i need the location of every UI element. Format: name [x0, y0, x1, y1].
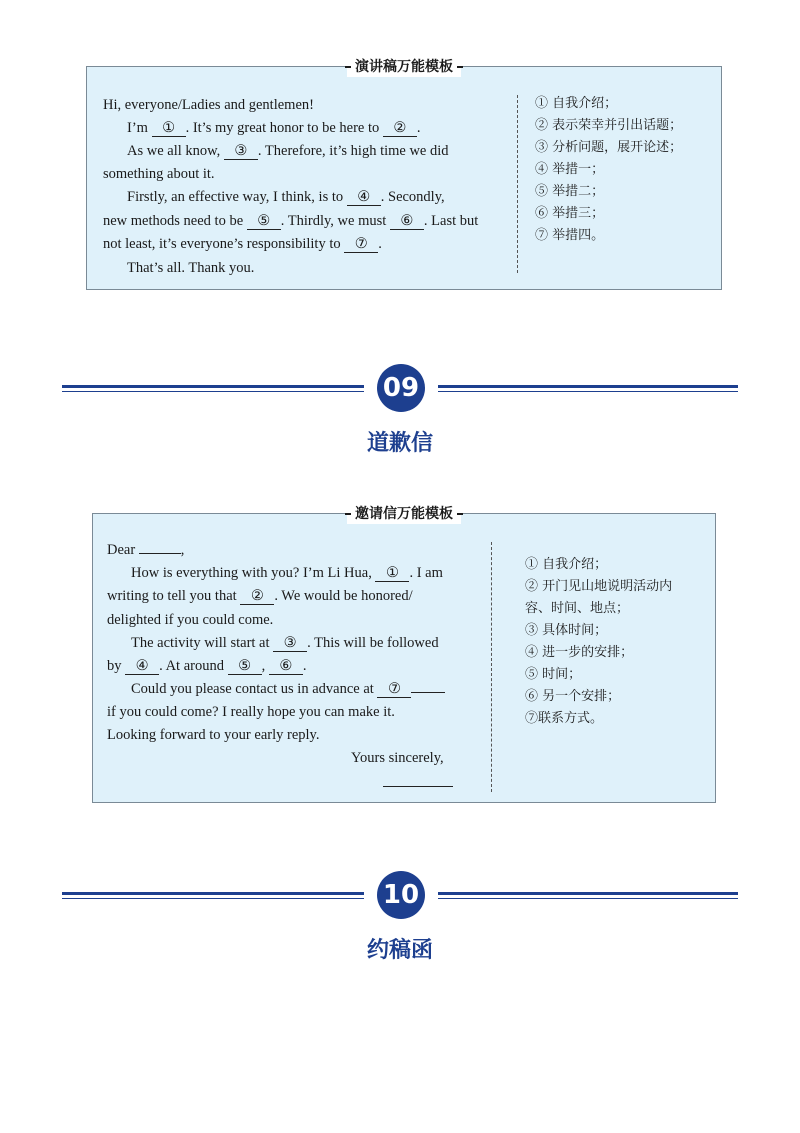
line-text: The activity will start at	[131, 635, 274, 651]
template-line	[103, 234, 382, 254]
fill-in-blank: ⑤	[247, 213, 281, 230]
line-text: . Therefore, it’s high time we did	[257, 143, 449, 159]
line-text: .	[302, 658, 307, 674]
note-item: ⑦ 举措四。	[535, 228, 605, 243]
template-line	[107, 725, 319, 745]
fill-in-blank: ④	[347, 189, 381, 206]
line-text: . Last but	[423, 213, 479, 229]
template-line	[131, 633, 439, 653]
line-text: That’s all. Thank you.	[127, 260, 255, 276]
note-item: ② 表示荣幸并引出话题；	[535, 118, 683, 133]
signature-line	[383, 786, 453, 787]
line-text: Yours sincerely,	[351, 750, 444, 766]
fill-in-blank: ⑤	[228, 658, 262, 675]
note-item: ④ 进一步的安排；	[525, 645, 634, 660]
fill-in-blank: ②	[240, 588, 274, 605]
fill-in-blank: ⑦	[377, 681, 411, 698]
line-text: by	[107, 658, 126, 674]
speech-template-box	[86, 59, 722, 290]
fill-in-blank: ④	[125, 658, 159, 675]
template-line	[107, 586, 413, 606]
note-item: ⑤ 举措二；	[535, 184, 605, 199]
template-line	[351, 748, 444, 768]
template-line	[127, 118, 421, 138]
line-text: As we all know,	[127, 143, 224, 159]
line-text: if you could come? I really hope you can make it.	[107, 704, 395, 720]
note-item: ① 自我介绍；	[535, 96, 618, 111]
fill-in-blank: ⑥	[269, 658, 303, 675]
template-line	[107, 656, 306, 676]
line-text: not least, it’s everyone’s responsibility to	[103, 236, 345, 252]
section-number-badge: 10	[377, 871, 425, 919]
section-title: 道歉信	[366, 431, 433, 456]
template-line	[127, 141, 449, 161]
line-text: writing to tell you that	[107, 588, 241, 604]
line-text: . It’s my great honor to be here to	[185, 120, 383, 136]
line-text: Dear	[107, 542, 139, 558]
line-text: . At around	[159, 658, 228, 674]
note-item: ⑥ 举措三；	[535, 206, 605, 221]
fill-in-blank: ①	[375, 565, 409, 582]
template-line	[131, 563, 443, 583]
invitation-template-box	[92, 506, 716, 803]
template-line	[103, 164, 215, 184]
line-text: . This will be followed	[307, 635, 439, 651]
note-item: ③ 分析问题，展开论述；	[535, 140, 683, 155]
fill-in-blank	[411, 692, 445, 693]
note-item: ⑥ 另一个安排；	[525, 689, 621, 704]
speech-template-title: 演讲稿万能模板	[347, 57, 461, 77]
line-text: Could you please contact us in advance at	[131, 681, 378, 697]
section-title: 约稿函	[366, 938, 433, 963]
line-text: . I am	[409, 565, 443, 581]
note-item: ⑦联系方式。	[525, 711, 604, 726]
speech-template-notes	[535, 93, 682, 247]
line-text: I’m	[127, 120, 152, 136]
template-line	[103, 95, 314, 115]
template-line	[107, 610, 273, 630]
line-text: . Secondly,	[380, 189, 445, 205]
fill-in-blank: ①	[152, 120, 186, 137]
fill-in-blank: ③	[224, 143, 258, 160]
fill-in-blank: ⑥	[390, 213, 424, 230]
line-text: something about it.	[103, 166, 215, 182]
line-text: ,	[180, 542, 185, 558]
note-item: ① 自我介绍；	[525, 557, 608, 572]
template-line	[107, 702, 395, 722]
template-line	[127, 258, 254, 278]
line-text: Firstly, an effective way, I think, is to	[127, 189, 347, 205]
line-text: Hi, everyone/Ladies and gentlemen!	[103, 97, 314, 113]
fill-in-blank: ⑦	[344, 236, 378, 253]
note-item: 容、时间、地点；	[525, 601, 630, 616]
fill-in-blank	[139, 553, 181, 554]
invitation-template-title: 邀请信万能模板	[347, 504, 461, 524]
line-text: new methods need to be	[103, 213, 247, 229]
line-text: . We would be honored/	[274, 588, 413, 604]
section-number-badge: 09	[377, 364, 425, 412]
line-text: Looking forward to your early reply.	[107, 727, 320, 743]
line-text: . Thirdly, we must	[280, 213, 390, 229]
line-text: How is everything with you? I’m Li Hua,	[131, 565, 376, 581]
dashed-divider	[517, 95, 518, 273]
line-text: .	[378, 236, 382, 252]
line-text: ,	[261, 658, 269, 674]
note-item: ⑤ 时间；	[525, 667, 582, 682]
fill-in-blank: ②	[383, 120, 417, 137]
template-line	[131, 679, 445, 699]
template-line	[107, 540, 184, 560]
note-item: ③ 具体时间；	[525, 623, 608, 638]
note-item: ④ 举措一；	[535, 162, 605, 177]
template-line	[103, 211, 478, 231]
fill-in-blank: ③	[273, 635, 307, 652]
dashed-divider	[491, 542, 492, 792]
note-item: ② 开门见山地说明活动内	[525, 579, 673, 594]
line-text: delighted if you could come.	[107, 612, 274, 628]
invitation-template-notes	[525, 554, 672, 730]
template-line	[127, 187, 445, 207]
line-text: .	[416, 120, 421, 136]
